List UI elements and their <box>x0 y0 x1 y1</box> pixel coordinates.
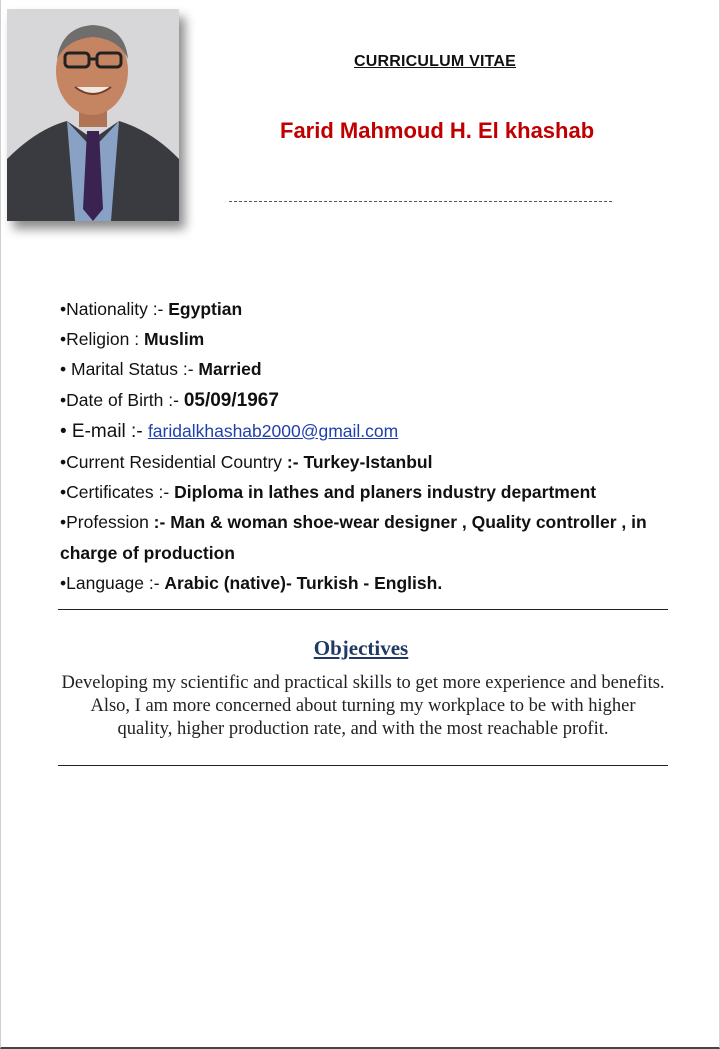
nationality-value: Egyptian <box>168 299 243 319</box>
personal-info <box>60 294 670 598</box>
certificates-row <box>60 477 670 507</box>
residential-country-label: •Current Residential Country <box>60 452 287 473</box>
nationality-label: •Nationality :- <box>60 299 169 319</box>
document-title: CURRICULUM VITAE <box>354 53 517 70</box>
email-link[interactable]: faridalkhashab2000@gmail.com <box>147 420 399 441</box>
email-row <box>60 416 670 447</box>
language-label: •Language :- <box>60 572 165 593</box>
email-label: • E-mail :- <box>60 420 148 442</box>
profession-row <box>60 507 670 567</box>
profession-label: •Profession <box>60 512 154 533</box>
certificates-label: •Certificates :- <box>60 482 175 503</box>
section-divider-bottom <box>58 765 668 766</box>
marital-status-row <box>60 354 670 384</box>
certificates-value: Diploma in lathes and planers industry department <box>174 482 597 503</box>
language-value: Arabic (native)- Turkish - English. <box>164 572 443 593</box>
language-row <box>60 568 670 598</box>
marital-status-label: • Marital Status :- <box>60 359 199 380</box>
residential-country-row <box>60 447 670 477</box>
profession-value: :- Man & woman shoe-wear designer , Quality controller , in charge of production <box>60 512 647 563</box>
date-of-birth-label: •Date of Birth :- <box>60 389 184 410</box>
date-of-birth-row <box>60 385 670 416</box>
objectives-text: Developing my scientific and practical skills to get more experience and benefits. Also, I am more concerned about turning my workplace to be with higher quality, higher production rate, and with the most reachable profit. <box>61 673 665 739</box>
objectives-heading: Objectives <box>313 636 409 660</box>
religion-value: Muslim <box>143 329 205 350</box>
nationality-row <box>60 294 670 324</box>
marital-status-value: Married <box>198 359 262 380</box>
section-divider-top <box>58 609 668 610</box>
profile-photo <box>7 9 179 221</box>
candidate-name: Farid Mahmoud H. El khashab <box>280 118 595 143</box>
date-of-birth-value: 05/09/1967 <box>183 389 279 411</box>
residential-country-value: :- Turkey-Istanbul <box>286 452 433 473</box>
religion-row <box>60 324 670 354</box>
dashed-divider <box>229 201 612 202</box>
religion-label: •Religion : <box>60 329 144 350</box>
portrait-image <box>7 9 179 221</box>
